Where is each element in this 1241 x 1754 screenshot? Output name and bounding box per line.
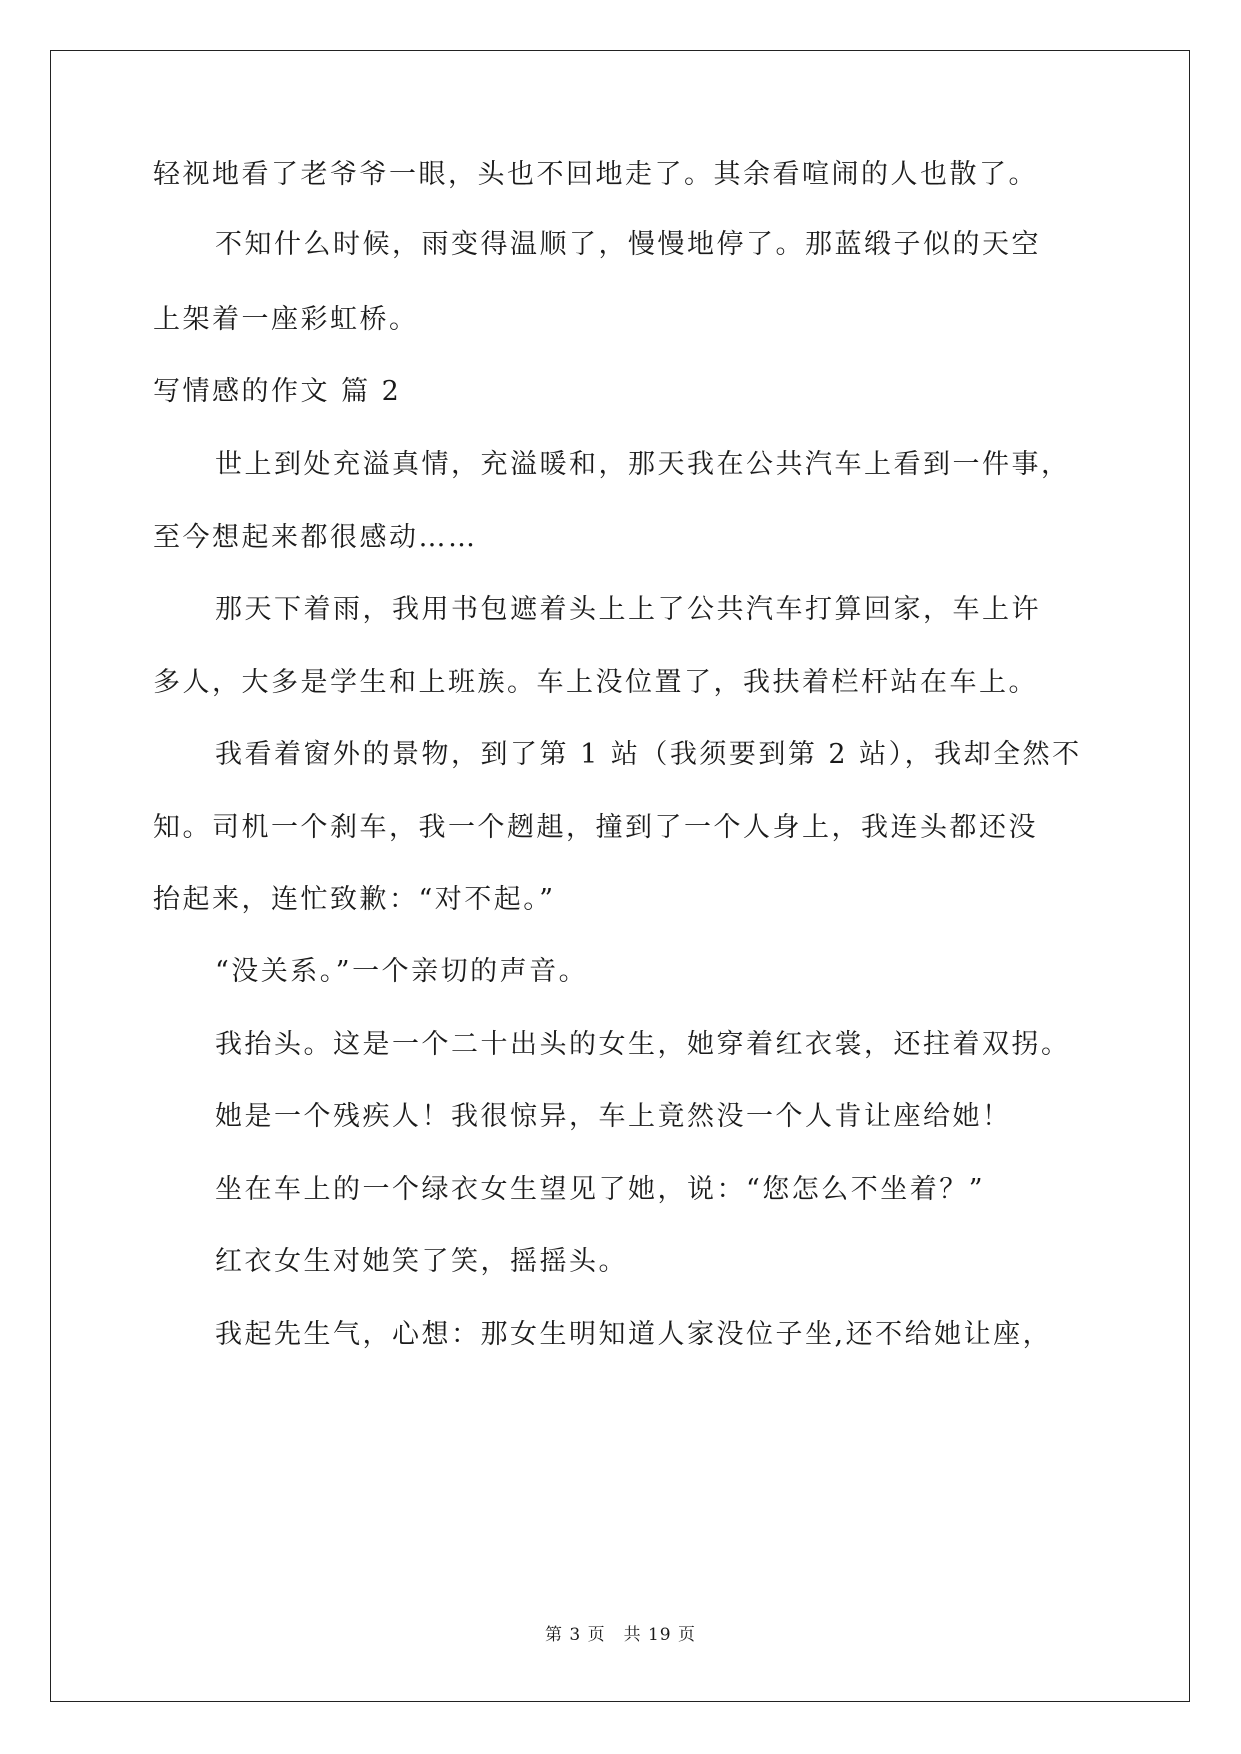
text-line: 红衣女生对她笑了笑，摇摇头。 [215, 1246, 628, 1277]
text-line: 多人，大多是学生和上班族。车上没位置了，我扶着栏杆站在车上。 [153, 667, 1038, 698]
text-line: 不知什么时候，雨变得温顺了，慢慢地停了。那蓝缎子似的天空 [215, 229, 1041, 260]
text-line: 我起先生气，心想：那女生明知道人家没位子坐,还不给她让座， [215, 1319, 1053, 1350]
page-footer: 第 3 页 共 19 页 [544, 1625, 697, 1645]
text-line: 我抬头。这是一个二十出头的女生，她穿着红衣裳，还拄着双拐。 [215, 1029, 1071, 1060]
text-line: 抬起来，连忙致歉：“对不起。” [153, 884, 556, 915]
text-line: 那天下着雨，我用书包遮着头上上了公共汽车打算回家，车上许 [215, 594, 1041, 625]
text-line: 知。司机一个刹车，我一个趔趄，撞到了一个人身上，我连头都还没 [153, 812, 1038, 843]
text-line: 至今想起来都很感动…… [153, 522, 478, 553]
text-line: “没关系。”一个亲切的声音。 [215, 956, 589, 987]
text-line: 上架着一座彩虹桥。 [153, 304, 419, 335]
text-line: 世上到处充溢真情，充溢暖和，那天我在公共汽车上看到一件事， [215, 449, 1071, 480]
text-line: 我看着窗外的景物，到了第 1 站（我须要到第 2 站），我却全然不 [215, 739, 1082, 770]
text-line: 坐在车上的一个绿衣女生望见了她，说：“您怎么不坐着？” [215, 1174, 986, 1205]
text-line: 轻视地看了老爷爷一眼，头也不回地走了。其余看喧闹的人也散了。 [153, 159, 1038, 190]
page-border [50, 50, 1190, 1702]
text-line: 她是一个残疾人！我很惊异，车上竟然没一个人肯让座给她！ [215, 1101, 1012, 1132]
section-heading: 写情感的作文 篇 2 [153, 376, 402, 407]
